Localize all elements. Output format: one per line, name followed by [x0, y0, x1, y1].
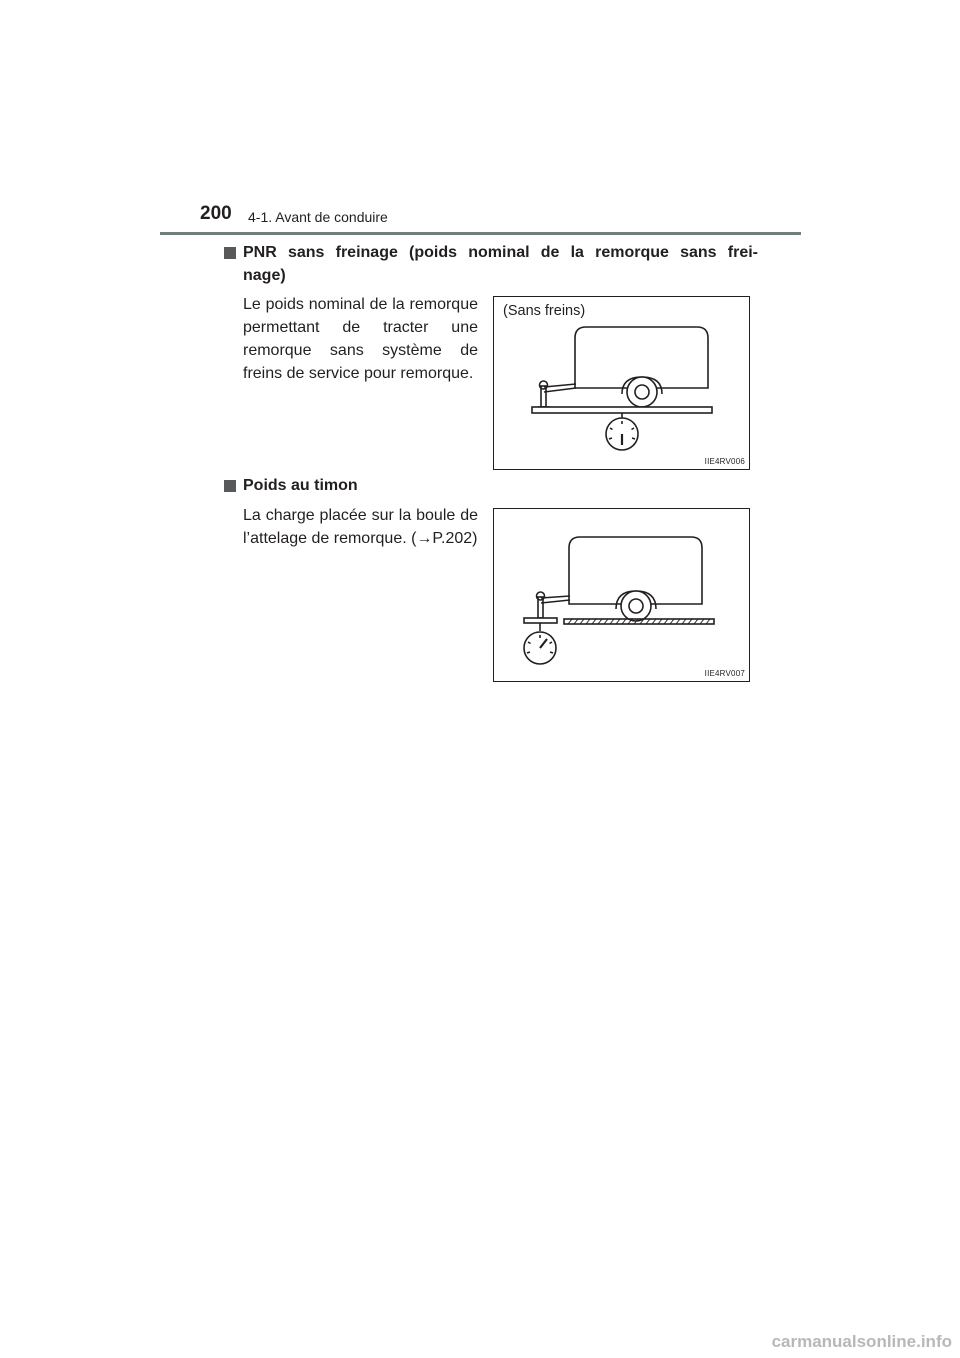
- section-heading: Poids au timon: [243, 477, 358, 494]
- section-body: La charge placée sur la boule de l’attelage de remorque. (→P.202): [243, 507, 478, 547]
- section-bullet: [224, 480, 236, 492]
- section-heading-line1: PNR sans freinage (poids nominal de la remorque sans frei-: [243, 244, 758, 261]
- page-number: 200: [200, 203, 232, 224]
- watermark: carmanualsonline.info: [771, 1332, 952, 1351]
- tongue-weight-illustration: [494, 509, 751, 683]
- figure-caption: (Sans freins): [503, 303, 586, 319]
- section-body: Le poids nominal de la remorque permettant de tracter une remorque sans système de freins de service pour remorque.: [243, 296, 478, 382]
- trailer-figure-no-brakes: [493, 296, 750, 470]
- figure-code: IIE4RV006: [704, 457, 745, 466]
- header-rule: [160, 232, 801, 235]
- section-heading-line2: nage): [243, 267, 286, 284]
- trailer-on-scale-illustration: [494, 297, 751, 471]
- figure-code: IIE4RV007: [704, 669, 745, 678]
- trailer-figure-tongue-weight: [493, 508, 750, 682]
- section-bullet: [224, 247, 236, 259]
- section-title: 4-1. Avant de conduire: [248, 209, 388, 225]
